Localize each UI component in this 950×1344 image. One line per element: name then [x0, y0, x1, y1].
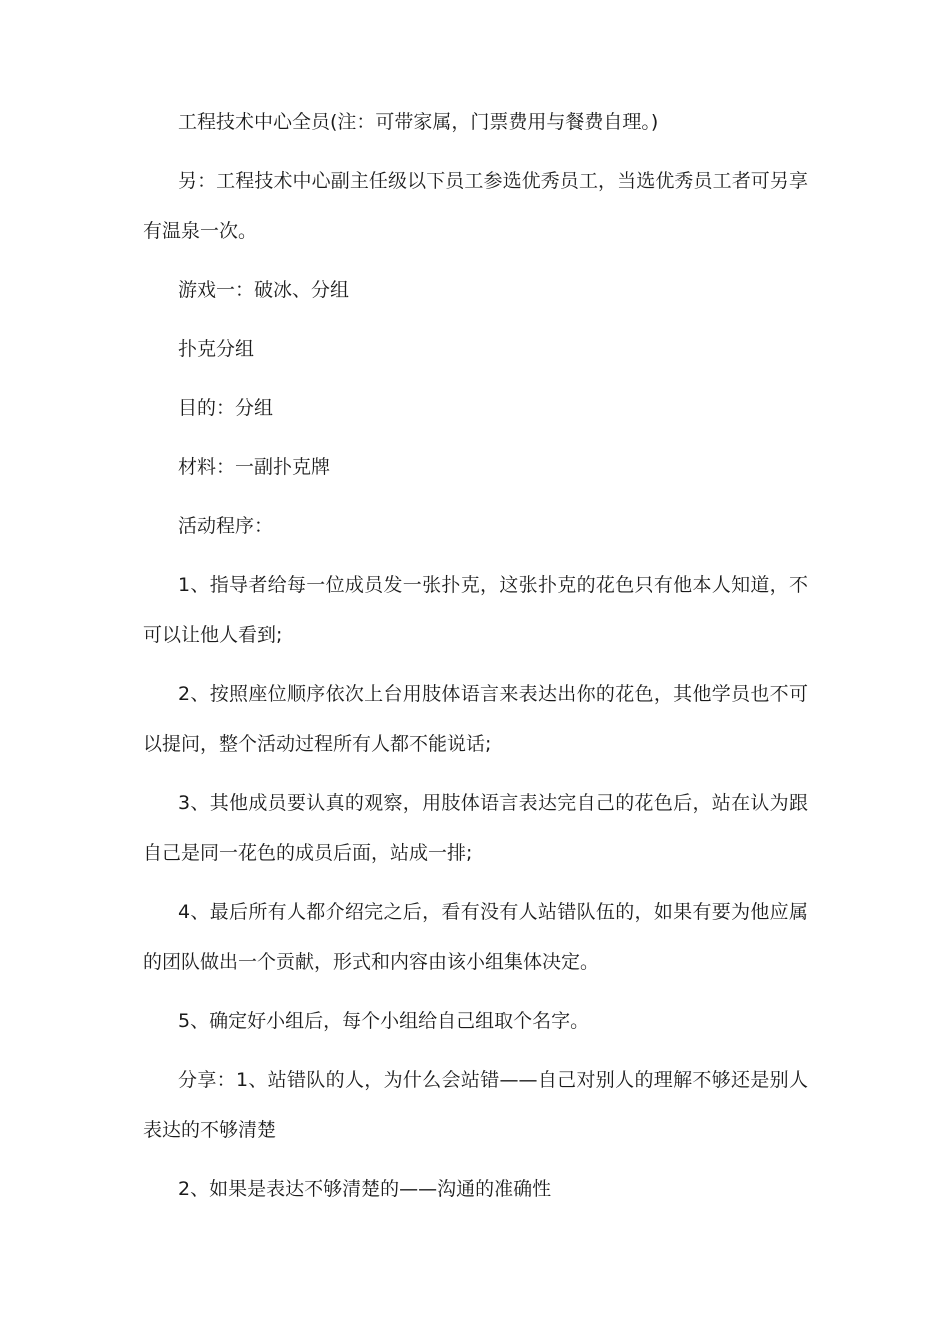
paragraph-bonus-note: 另：工程技术中心副主任级以下员工参选优秀员工，当选优秀员工者可另享有温泉一次。: [143, 170, 808, 242]
paragraph-purpose: 目的：分组: [178, 397, 274, 419]
paragraph-game-one-title: 游戏一：破冰、分组: [178, 279, 350, 301]
paragraph-step-5: 5、确定好小组后，每个小组给自己组取个名字。: [178, 1010, 590, 1032]
paragraph-step-3: 3、其他成员要认真的观察，用肢体语言表达完自己的花色后，站在认为跟自己是同一花色的成员后面，站成一排;: [143, 792, 808, 864]
paragraph-materials: 材料：一副扑克牌: [178, 456, 331, 478]
paragraph-step-2: 2、按照座位顺序依次上台用肢体语言来表达出你的花色，其他学员也不可以提问，整个活动过程所有人都不能说话;: [143, 683, 808, 755]
paragraph-game-name: 扑克分组: [178, 338, 255, 360]
paragraph-step-1: 1、指导者给每一位成员发一张扑克，这张扑克的花色只有他本人知道，不可以让他人看到;: [143, 574, 808, 646]
document-body: [143, 97, 808, 1223]
paragraph-procedure-heading: 活动程序：: [178, 515, 274, 537]
paragraph-attendees: 工程技术中心全员(注：可带家属，门票费用与餐费自理。): [178, 111, 659, 133]
paragraph-share-1: 分享：1、站错队的人，为什么会站错——自己对别人的理解不够还是别人表达的不够清楚: [143, 1069, 808, 1141]
paragraph-step-4: 4、最后所有人都介绍完之后，看有没有人站错队伍的，如果有要为他应属的团队做出一个贡献，形式和内容由该小组集体决定。: [143, 901, 808, 973]
paragraph-share-2: 2、如果是表达不够清楚的——沟通的准确性: [178, 1178, 552, 1200]
